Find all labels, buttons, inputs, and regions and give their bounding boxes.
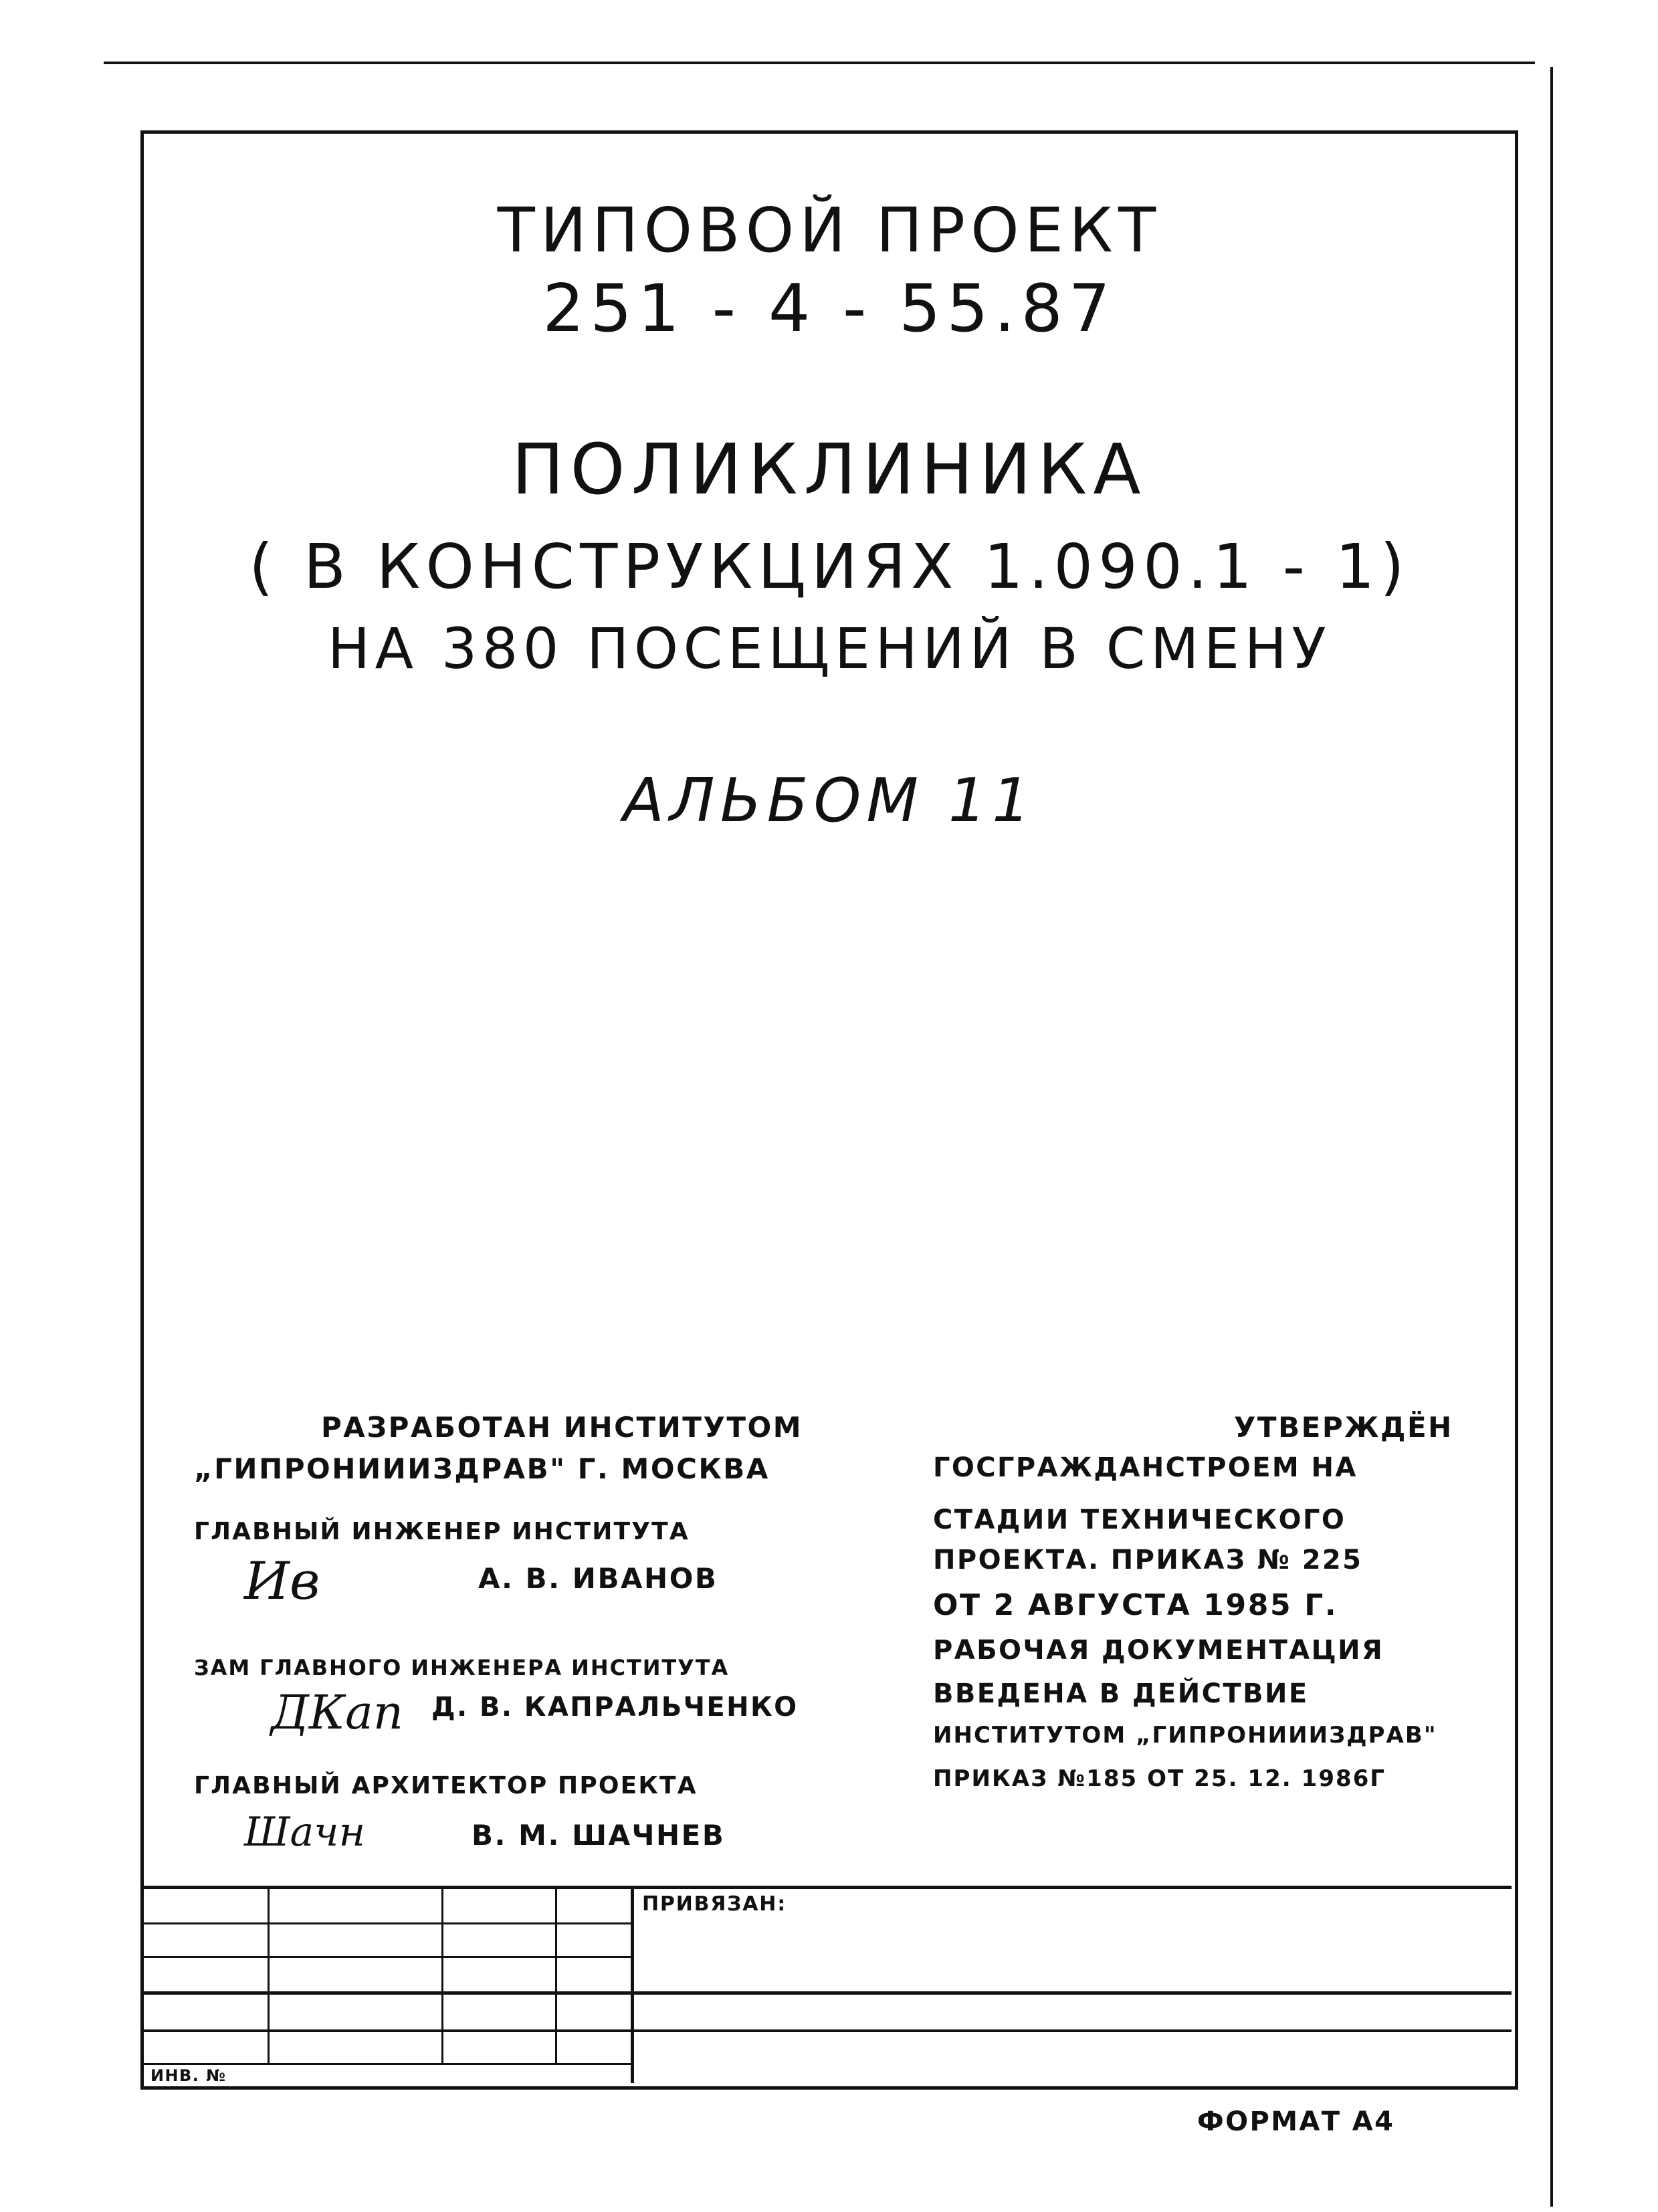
capacity: НА 380 ПОСЕЩЕНИЙ В СМЕНУ	[327, 616, 1332, 681]
stamp-col-line-4	[631, 1886, 634, 2083]
chief-engineer-name: А. В. ИВАНОВ	[478, 1562, 718, 1595]
approval-line4: ПРОЕКТА. ПРИКАЗ № 225	[933, 1545, 1363, 1575]
developer-line2: „ГИПРОНИИИЗДРАВ" Г. МОСКВА	[194, 1452, 770, 1485]
building-name: ПОЛИКЛИНИКА	[512, 429, 1147, 510]
album-number: АЛЬБОМ 11	[623, 766, 1036, 836]
developer-block	[157, 1411, 859, 1866]
approval-line8: ИНСТИТУТОМ „ГИПРОНИИИЗДРАВ"	[933, 1722, 1437, 1749]
chief-architect-name: В. М. ШАЧНЕВ	[472, 1819, 726, 1852]
approval-line5: ОТ 2 АВГУСТА 1985 Г.	[933, 1588, 1338, 1622]
project-type-title: ТИПОВОЙ ПРОЕКТ	[497, 195, 1162, 266]
approval-line9: ПРИКАЗ №185 ОТ 25. 12. 1986Г	[933, 1765, 1386, 1792]
deputy-engineer-title: ЗАМ ГЛАВНОГО ИНЖЕНЕРА ИНСТИТУТА	[194, 1655, 730, 1680]
stamp-top-line	[144, 1886, 1512, 1889]
sheet-format-label: ФОРМАТ А4	[1197, 2106, 1395, 2137]
stamp-row-line-3	[144, 1991, 1512, 1995]
stamp-row-line-1	[144, 1922, 632, 1924]
deputy-engineer-signature: ДКап	[271, 1685, 403, 1740]
stamp-row-line-4	[144, 2029, 1512, 2032]
project-number: 251 - 4 - 55.87	[542, 271, 1116, 347]
chief-engineer-signature: Ив	[244, 1551, 320, 1612]
sheet-top-edge	[104, 62, 1535, 64]
approval-line7: ВВЕДЕНА В ДЕЙСТВИЕ	[933, 1678, 1309, 1709]
stamp-col-line-3	[555, 1886, 557, 2063]
sheet-right-edge	[1550, 67, 1553, 2207]
chief-architect-title: ГЛАВНЫЙ АРХИТЕКТОР ПРОЕКТА	[194, 1772, 698, 1799]
stamp-col-line-1	[268, 1886, 270, 2063]
stamp-linked-label: ПРИВЯЗАН:	[642, 1892, 787, 1916]
chief-architect-signature: Шачн	[244, 1809, 366, 1856]
construction-system: ( В КОНСТРУКЦИЯХ 1.090.1 - 1)	[249, 531, 1410, 602]
stamp-row-line-2	[144, 1956, 632, 1958]
deputy-engineer-name: Д. В. КАПРАЛЬЧЕНКО	[431, 1692, 799, 1723]
approval-line3: СТАДИИ ТЕХНИЧЕСКОГО	[933, 1505, 1346, 1535]
developer-line1: РАЗРАБОТАН ИНСТИТУТОМ	[321, 1411, 803, 1444]
chief-engineer-title: ГЛАВНЫЙ ИНЖЕНЕР ИНСТИТУТА	[194, 1518, 690, 1545]
stamp-inventory-label: ИНВ. №	[150, 2066, 227, 2085]
approval-line6: РАБОЧАЯ ДОКУМЕНТАЦИЯ	[933, 1635, 1384, 1666]
stamp-col-line-2	[441, 1886, 443, 2063]
stamp-row-line-5	[144, 2063, 632, 2065]
approval-line1: УТВЕРЖДЁН	[1234, 1411, 1453, 1444]
approval-block	[933, 1411, 1508, 1866]
approval-line2: ГОСГРАЖДАНСТРОЕМ НА	[933, 1452, 1358, 1483]
